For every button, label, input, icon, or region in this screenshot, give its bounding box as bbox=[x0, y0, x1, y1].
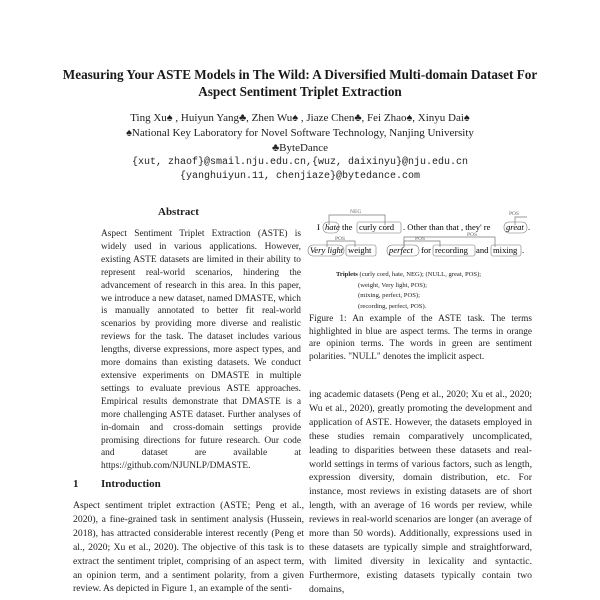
triplet-4: (mixing, perfect, POS); bbox=[358, 292, 420, 299]
intro-heading: Introduction bbox=[101, 478, 161, 490]
abstract-body: Aspect Sentiment Triplet Extraction (ASTE) is widely used in various applications. However, existing ASTE datasets are limited in their ability to represent real-world scenarios, hindering the advancement of research in this area. In this paper, we introduce a new dataset, named DMASTE, which is manually annotated to better fit real-world scenarios by providing more diverse and realistic reviews for the task. The dataset includes various lengths, diverse expressions, more aspect types, and more domains than existing datasets. We conduct extensive experiments on DMASTE in multiple settings to evaluate previous ASTE approaches. Empirical results demonstrate that DMASTE is a more challenging ASTE dataset. Further analyses of in-domain and cross-domain settings provide promising directions for future research. Our code and dataset are available at https://github.com/NJUNLP/DMASTE. bbox=[101, 229, 301, 472]
fig-word-the: the bbox=[342, 222, 353, 232]
fig-word-i: I bbox=[317, 222, 320, 232]
triplet-3: (weight, Very light, POS); bbox=[358, 281, 427, 289]
abstract-heading: Abstract bbox=[158, 206, 199, 218]
triplet-1: (curly cord, hate, NEG); bbox=[359, 271, 424, 278]
fig-word-and: and bbox=[476, 245, 489, 255]
fig-word-hate: hate bbox=[325, 222, 340, 232]
paper-title: Measuring Your ASTE Models in The Wild: A Diversified Multi-domain Dataset For Aspect Sentiment Triplet Extraction bbox=[62, 67, 538, 99]
fig-period-2: . bbox=[522, 245, 525, 255]
triplet-5: (recording, perfect, POS). bbox=[358, 302, 427, 310]
figure-1-caption: Figure 1: An example of the ASTE task. The terms highlighted in blue are aspect terms. The terms in orange are opinion terms. The words in green are sentiment polarities. "NULL" denotes the implicit aspect. bbox=[309, 314, 532, 362]
label-neg: NEG bbox=[350, 209, 362, 215]
fig-word-curly-cord: curly cord bbox=[359, 222, 395, 232]
intro-body: Aspect sentiment triplet extraction (ASTE; Peng et al., 2020), a fine-grained task in sentiment analysis (Hussein, 2018), has attracted considerable interest recently (Peng et al., 2020; Xu et al., 2020). The objective of this task is to extract the sentiment triplet, comprising of an aspect term, an opinion term, and a sentiment polarity, from a given review. As depicted in Figure 1, an example of the senti- bbox=[73, 500, 304, 595]
fig-word-for: for bbox=[421, 245, 432, 255]
triplet-2: (NULL, great, POS); bbox=[425, 271, 482, 278]
affiliation-bytedance: ♣ByteDance bbox=[271, 142, 329, 154]
fig-text-middle: . Other than that , they' re bbox=[403, 222, 491, 232]
triplets-list bbox=[336, 270, 536, 312]
label-pos-1: POS bbox=[509, 211, 520, 217]
right-column-body: ing academic datasets (Peng et al., 2020; Xu et al., 2020; Wu et al., 2020), greatly promoting the development and application of ASTE. However, the datasets employed in these studies remain comparatively uncomplicated, leading to disparities between these datasets and real-world settings in terms of various factors, such as length, expression diversity, domain distribution, etc. For instance, most reviews in existing datasets are of short length, with an average of 16 words per review, while reviews in real-world scenarios are longer (an average of more than 50 words). Additionally, expressions used in these datasets are typically simple and straightforward, with limited diversity in lexicality and syntactic. Furthermore, existing datasets typically contain two domains, bbox=[309, 389, 532, 595]
fig-word-mixing: mixing bbox=[493, 245, 518, 255]
fig-word-great: great bbox=[506, 222, 524, 232]
intro-section-number: 1 bbox=[73, 478, 79, 490]
fig-word-very-light: Very light bbox=[310, 245, 344, 255]
author-block bbox=[60, 111, 540, 184]
fig-period-1: . bbox=[528, 222, 531, 232]
label-pos-3: POS bbox=[415, 236, 426, 242]
emails-line-1: {xut, zhaof}@smail.nju.edu.cn,{wuz, daixinyu}@nju.edu.cn bbox=[131, 157, 469, 168]
fig-word-recording: recording bbox=[435, 245, 468, 255]
fig-word-perfect: perfect bbox=[389, 245, 413, 255]
emails-line-2: {yanghuiyun.11, chenjiaze}@bytedance.com bbox=[179, 171, 421, 182]
affiliation-nju: ♠National Key Laboratory for Novel Software Technology, Nanjing University bbox=[126, 127, 474, 139]
triplets-label: Triplets bbox=[336, 271, 358, 278]
fig-word-weight: weight bbox=[348, 245, 372, 255]
authors-line: Ting Xu♠ , Huiyun Yang♣, Zhen Wu♠ , Jiaze Chen♣, Fei Zhao♠, Xinyu Dai♠ bbox=[130, 112, 470, 124]
label-pos-4: POS bbox=[467, 232, 478, 238]
label-pos-2: POS bbox=[335, 236, 346, 242]
